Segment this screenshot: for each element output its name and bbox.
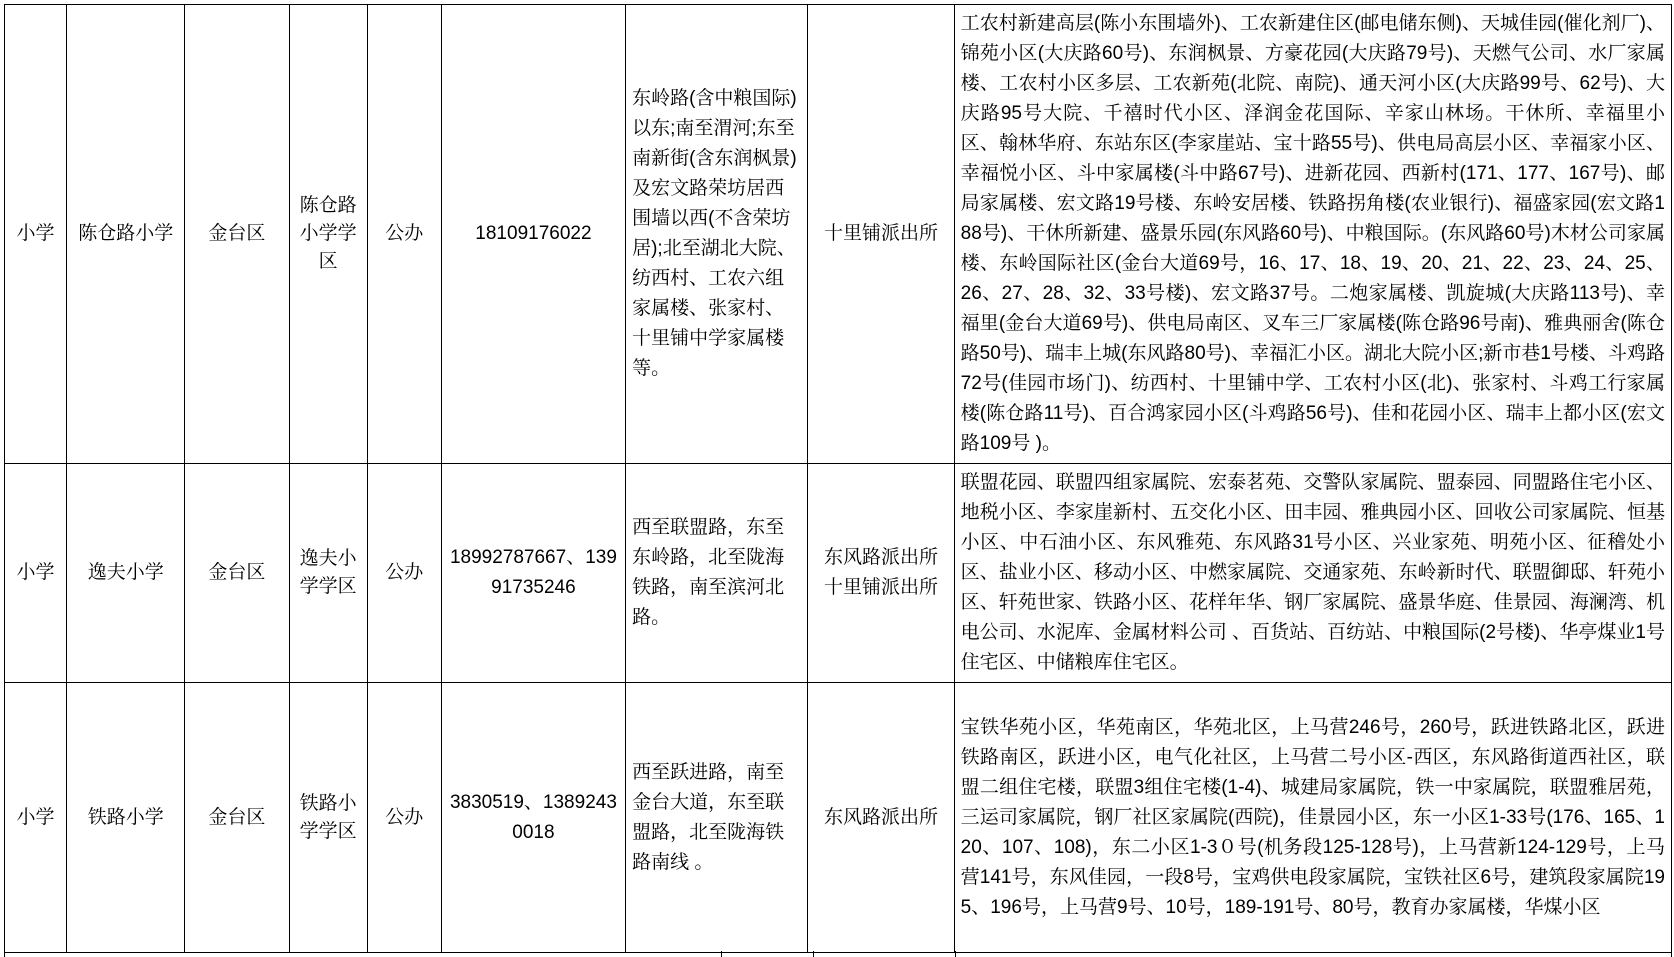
communities-text: 联盟花园、联盟四组家属院、宏泰茗苑、交警队家属院、盟泰园、同盟路住宅小区、地税小区、李家崖新村、五交化小区、田丰园、雅典园小区、回收公司家属院、恒基小区、中石油小区、东风雅苑、东风路31号小区、兴业家苑、明苑小区、征稽处小区、盐业小区、移动小区、中燃家属院、交通家苑、东岭新时代、联盟御邸、轩苑小区、轩苑世家、铁路小区、花样年华、钢厂家属院、盛景华庭、佳景园、海澜湾、机电公司、水泥库、金属材料公司 、百货站、百纺站、中粮国际(2号楼)、华亭煤业1号住宅区、中储粮库住宅区。 [960,472,1665,673]
column-divider [955,951,956,957]
cell-district: 金台区 [185,683,289,953]
range-text: 西至联盟路，东至东岭路，北至陇海铁路，南至滨河北路。 [632,517,785,628]
cell-school-type: 公办 [367,464,441,683]
cell-level: 小学 [5,464,67,683]
zone-text: 铁路小学学区 [299,792,357,842]
table-continuation-edge [4,951,1672,957]
cell-communities [954,464,1671,683]
phone-text: 3830519、13892430018 [449,791,617,843]
zone-text: 逸夫小学学区 [299,548,357,597]
cell-district: 金台区 [185,464,289,683]
column-divider [721,951,722,957]
police-text: 东风路派出所 十里铺派出所 [824,547,939,598]
table-body [5,5,1672,953]
cell-school-type: 公办 [367,683,441,953]
cell-enrollment-range [626,464,808,683]
table-row [5,5,1672,464]
cell-phone [441,683,625,953]
police-text: 十里铺派出所 [824,223,939,244]
range-text: 东岭路(含中粮国际)以东;南至渭河;东至南新街(含东润枫景)及宏文路荣坊居西围墙以西(不含荣坊居);北至湖北大院、纺西村、工农六组家属楼、张家村、十里铺中学家属楼等。 [632,88,797,379]
school-enrollment-table [4,4,1672,953]
cell-zone [289,464,367,683]
cell-school-type: 公办 [367,5,441,464]
phone-text: 18992787667、13991735246 [449,547,617,598]
cell-school-name: 陈仓路小学 [67,5,185,464]
table-row [5,464,1672,683]
communities-text: 工农村新建高层(陈小东围墙外)、工农新建住区(邮电储东侧)、天城佳园(催化剂厂)、锦苑小区(大庆路60号)、东润枫景、方豪花园(大庆路79号)、天燃气公司、水厂家属楼、工农村小区多层、工农新苑(北院、南院)、通天河小区(大庆路99号、62号)、大庆路95号大院、千禧时代小区、泽润金花国际、辛家山林场。干休所、幸福里小区、翰林华府、东站东区(李家崖站、宝十路55号)、供电局高层小区、幸福家小区、幸福悦小区、斗中家属楼(斗中路67号)、进新花园、西新村(171、177、167号)、邮局家属楼、宏文路19号楼、东岭安居楼、铁路拐角楼(农业银行)、福盛家园(宏文路188号)、干休所新建、盛景乐园(东风路60号)、中粮国际。(东风路60号)木材公司家属楼、东岭国际社区(金台大道69号，16、17、18、19、20、21、22、23、24、25、26、27、28、32、33号楼)、宏文路37号。二炮家属楼、凯旋城(大庆路113号)、幸福里(金台大道69号)、供电局南区、叉车三厂家属楼(陈仓路96号南)、雅典丽舍(陈仓路50号)、瑞丰上城(东风路80号)、幸福汇小区。湖北大院小区;新市巷1号楼、斗鸡路72号(佳园市场门)、纺西村、十里铺中学、工农村小区(北)、张家村、斗鸡工行家属楼(陈仓路11号)、百合鸿家园小区(斗鸡路56号)、佳和花园小区、瑞丰上都小区(宏文路109号 )。 [960,13,1665,454]
cell-communities [954,683,1671,953]
cell-enrollment-range [626,5,808,464]
cell-school-name: 铁路小学 [67,683,185,953]
cell-police-station [808,464,954,683]
police-text: 东风路派出所 [824,806,939,828]
cell-phone [441,5,625,464]
cell-district: 金台区 [185,5,289,464]
cell-police-station [808,5,954,464]
cell-level: 小学 [5,5,67,464]
phone-text: 18109176022 [475,223,592,244]
communities-text: 宝铁华苑小区，华苑南区，华苑北区，上马营246号，260号，跃进铁路北区，跃进铁路南区，跃进小区，电气化社区，上马营二号小区-西区，东风路街道西社区，联盟二组住宅楼，联盟3组住宅楼(1-4)、城建局家属院，铁一中家属院，联盟雅居苑，三运司家属院，钢厂社区家属院(西院)，佳景园小区，东一小区1-33号(176、165、120、107、108)，东二小区1-3０号(机务段125-128号)，上马营新124-129号，上马营141号，东风佳园，一段8号，宝鸡供电段家属院，宝铁社区6号，建筑段家属院195、196号，上马营9号、10号，189-191号、80号，教育办家属楼，华煤小区 [960,716,1665,918]
range-text: 西至跃进路，南至金台大道，东至联盟路，北至陇海铁路南线 。 [632,761,785,873]
cell-school-name: 逸夫小学 [67,464,185,683]
cell-police-station [808,683,954,953]
cell-enrollment-range [626,683,808,953]
column-divider [813,951,814,957]
cell-communities [954,5,1671,464]
table-row [5,683,1672,953]
cell-phone [441,464,625,683]
cell-zone [289,5,367,464]
cell-zone [289,683,367,953]
zone-text: 陈仓路小学学区 [299,195,357,272]
cell-level: 小学 [5,683,67,953]
